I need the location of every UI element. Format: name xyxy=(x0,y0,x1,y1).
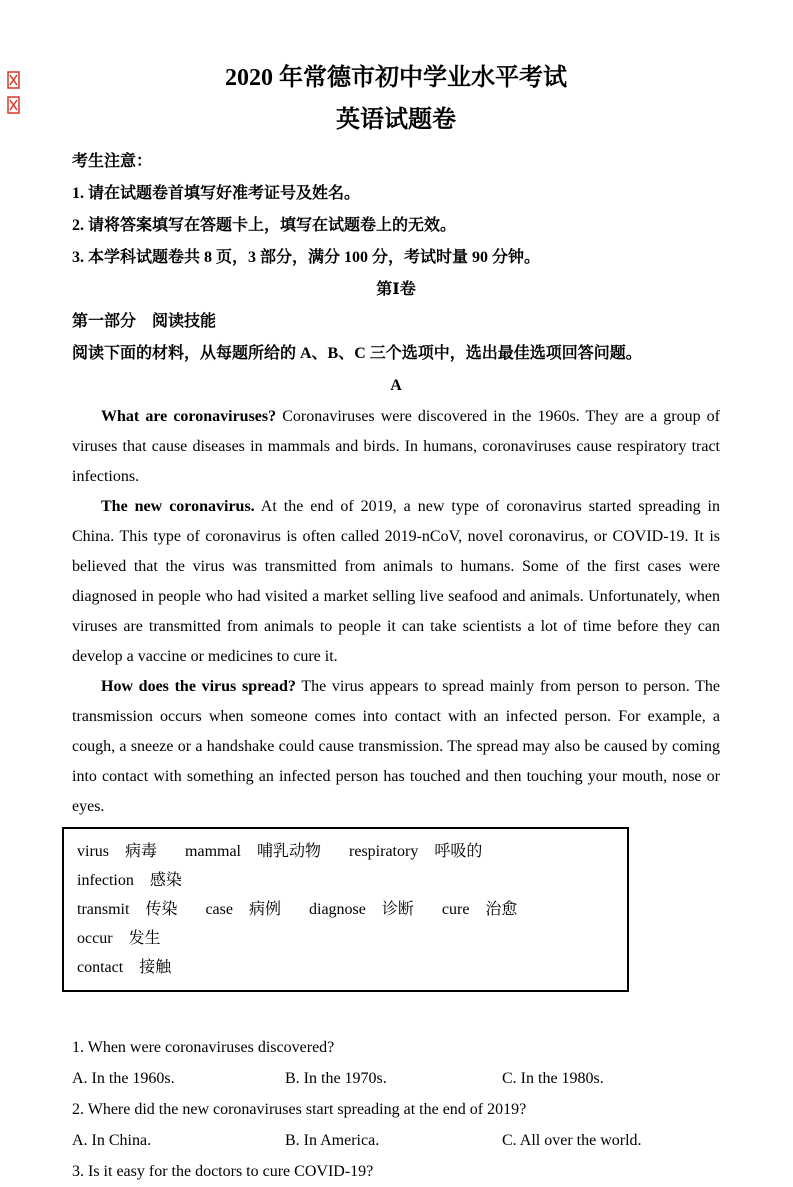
glossary-en: diagnose xyxy=(309,901,366,918)
option-row xyxy=(72,1063,720,1094)
glossary-pair xyxy=(349,837,482,866)
glossary-en: mammal xyxy=(185,843,241,860)
glossary-pair xyxy=(309,895,414,924)
paragraph-text: The virus appears to spread mainly from person to person. The transmission occurs when someone comes into contact with an infected person. For example, a cough, a sneeze or a handshake could cause transmission. The spread may also be caused by coming into contact with something an infected person has touched and then touching your mouth, nose or eyes. xyxy=(72,678,721,815)
glossary-en: contact xyxy=(77,959,124,976)
glossary-box xyxy=(62,827,629,992)
paragraph-lead: What are coronaviruses? xyxy=(101,408,277,425)
glossary-zh: 诊断 xyxy=(381,901,414,918)
glossary-en: occur xyxy=(77,930,113,947)
broken-image-icon xyxy=(7,71,20,89)
glossary-pair xyxy=(77,924,161,953)
passage-paragraph xyxy=(72,402,720,492)
option-b: B. In the 1970s. xyxy=(285,1070,387,1087)
option-c: C. All over the world. xyxy=(502,1132,642,1149)
glossary-row xyxy=(77,895,619,953)
artifact-marks xyxy=(7,71,20,114)
passage-paragraph xyxy=(72,492,720,672)
option-a: A. In China. xyxy=(72,1132,152,1149)
glossary-en: case xyxy=(205,901,233,918)
section-instruction: 阅读下面的材料，从每题所给的 A、B、C 三个选项中，选出最佳选项回答问题。 xyxy=(72,345,642,362)
glossary-en: respiratory xyxy=(349,843,419,860)
notice-item: 3. 本学科试题卷共 8 页，3 部分，满分 100 分，考试时量 90 分钟。 xyxy=(72,249,541,266)
question-list xyxy=(72,1032,720,1187)
reading-passage xyxy=(72,402,720,822)
paragraph-text: Coronaviruses were discovered in the 1960s. They are a group of viruses that cause diseases in mammals and birds. In humans, coronaviruses cause respiratory tract infections. xyxy=(72,408,721,485)
paragraph-lead: The new coronavirus. xyxy=(101,498,255,515)
glossary-zh: 发生 xyxy=(128,930,161,947)
glossary-pair xyxy=(185,837,321,866)
notice-heading: 考生注意： xyxy=(72,153,153,170)
glossary-zh: 接触 xyxy=(139,959,172,976)
glossary-zh: 哺乳动物 xyxy=(257,843,322,860)
option-b: B. In America. xyxy=(285,1132,380,1149)
candidate-notice xyxy=(72,146,720,402)
passage-paragraph xyxy=(72,672,720,822)
volume-heading: 第Ⅰ卷 xyxy=(376,281,416,298)
notice-item: 2. 请将答案填写在答题卡上，填写在试题卷上的无效。 xyxy=(72,217,457,234)
glossary-pair xyxy=(442,895,518,924)
glossary-zh: 病毒 xyxy=(125,843,158,860)
question-text: 1. When were coronaviruses discovered? xyxy=(72,1039,335,1056)
question-text: 3. Is it easy for the doctors to cure COVID-19? xyxy=(72,1163,374,1180)
glossary-zh: 感染 xyxy=(149,872,182,889)
glossary-pair xyxy=(205,895,281,924)
glossary-en: cure xyxy=(441,901,470,918)
document-content xyxy=(0,64,793,1187)
notice-item: 1. 请在试题卷首填写好准考证号及姓名。 xyxy=(72,185,361,202)
option-c: C. In the 1980s. xyxy=(502,1070,604,1087)
option-row xyxy=(72,1125,720,1156)
glossary-en: infection xyxy=(77,872,134,889)
paragraph-text: At the end of 2019, a new type of coronavirus started spreading in China. This type of coronavirus is often called 2019-nCoV, novel coronavirus, or COVID-19. It is believed that the virus was transmitted from animals to humans. Some of the first cases were diagnosed in people who had visited a market selling live seafood and animals. Unfortunately, when viruses are transmitted from animals to people it can take scientists a lot of time before they can develop a vaccine or medicines to cure it. xyxy=(72,498,720,665)
question-text: 2. Where did the new coronaviruses start spreading at the end of 2019? xyxy=(72,1101,527,1118)
glossary-pair xyxy=(77,866,182,895)
exam-subtitle: 英语试题卷 xyxy=(336,107,456,133)
glossary-pair xyxy=(77,953,171,982)
exam-title: 2020 年常德市初中学业水平考试 xyxy=(225,65,567,91)
glossary-zh: 呼吸的 xyxy=(434,843,483,860)
glossary-en: virus xyxy=(77,843,109,860)
option-a: A. In the 1960s. xyxy=(72,1070,175,1087)
glossary-row xyxy=(77,953,619,982)
glossary-zh: 病例 xyxy=(248,901,281,918)
paragraph-lead: How does the virus spread? xyxy=(101,678,296,695)
broken-image-icon xyxy=(7,96,20,114)
glossary-pair xyxy=(77,837,157,866)
glossary-zh: 治愈 xyxy=(485,901,518,918)
glossary-zh: 传染 xyxy=(145,901,178,918)
glossary-pair xyxy=(77,895,177,924)
section-heading: 第一部分 阅读技能 xyxy=(72,313,217,330)
passage-label: A xyxy=(390,377,402,394)
glossary-row xyxy=(77,837,619,895)
glossary-en: transmit xyxy=(77,901,130,918)
exam-paper-page xyxy=(0,64,793,1186)
